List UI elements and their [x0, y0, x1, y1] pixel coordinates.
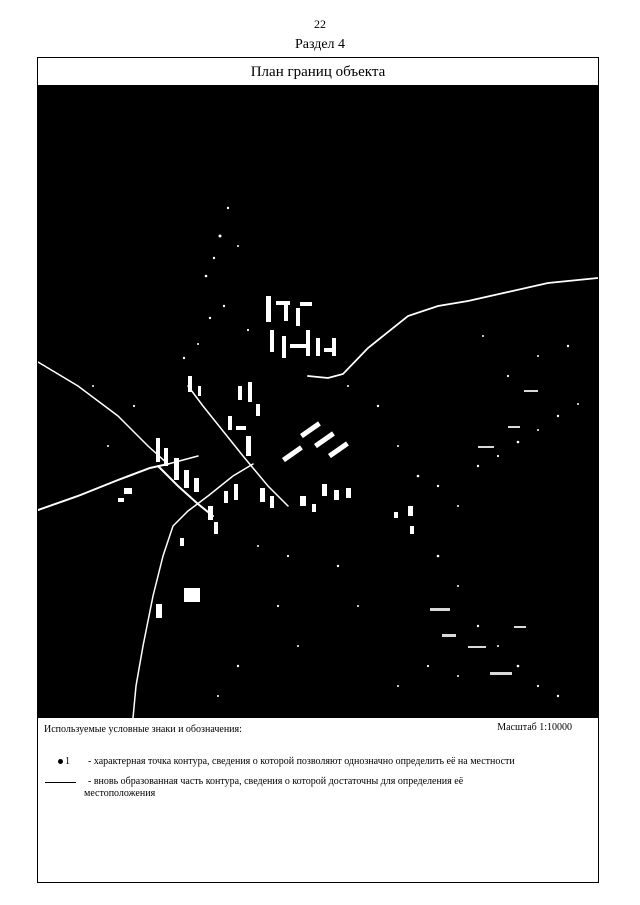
page-number: 22	[314, 17, 326, 31]
line-symbol-icon	[45, 782, 76, 783]
legend-title: Используемые условные знаки и обозначения:	[44, 724, 242, 735]
legend-item-line-text: - вновь образованная часть контура, сведения о которой достаточны для определения её	[88, 776, 464, 787]
plan-frame	[37, 57, 599, 883]
legend-item-point-text: - характерная точка контура, сведения о которой позволяют однозначно определить её на местности	[88, 756, 515, 767]
point-symbol-label: 1	[65, 756, 70, 767]
plan-title: План границ объекта	[38, 58, 598, 86]
legend-item-line-text-cont: местоположения	[84, 788, 156, 799]
satellite-map-image	[38, 86, 598, 718]
scale-label: Масштаб 1:10000	[497, 722, 572, 733]
section-title: Раздел 4	[294, 37, 346, 52]
point-symbol-icon	[58, 756, 70, 768]
